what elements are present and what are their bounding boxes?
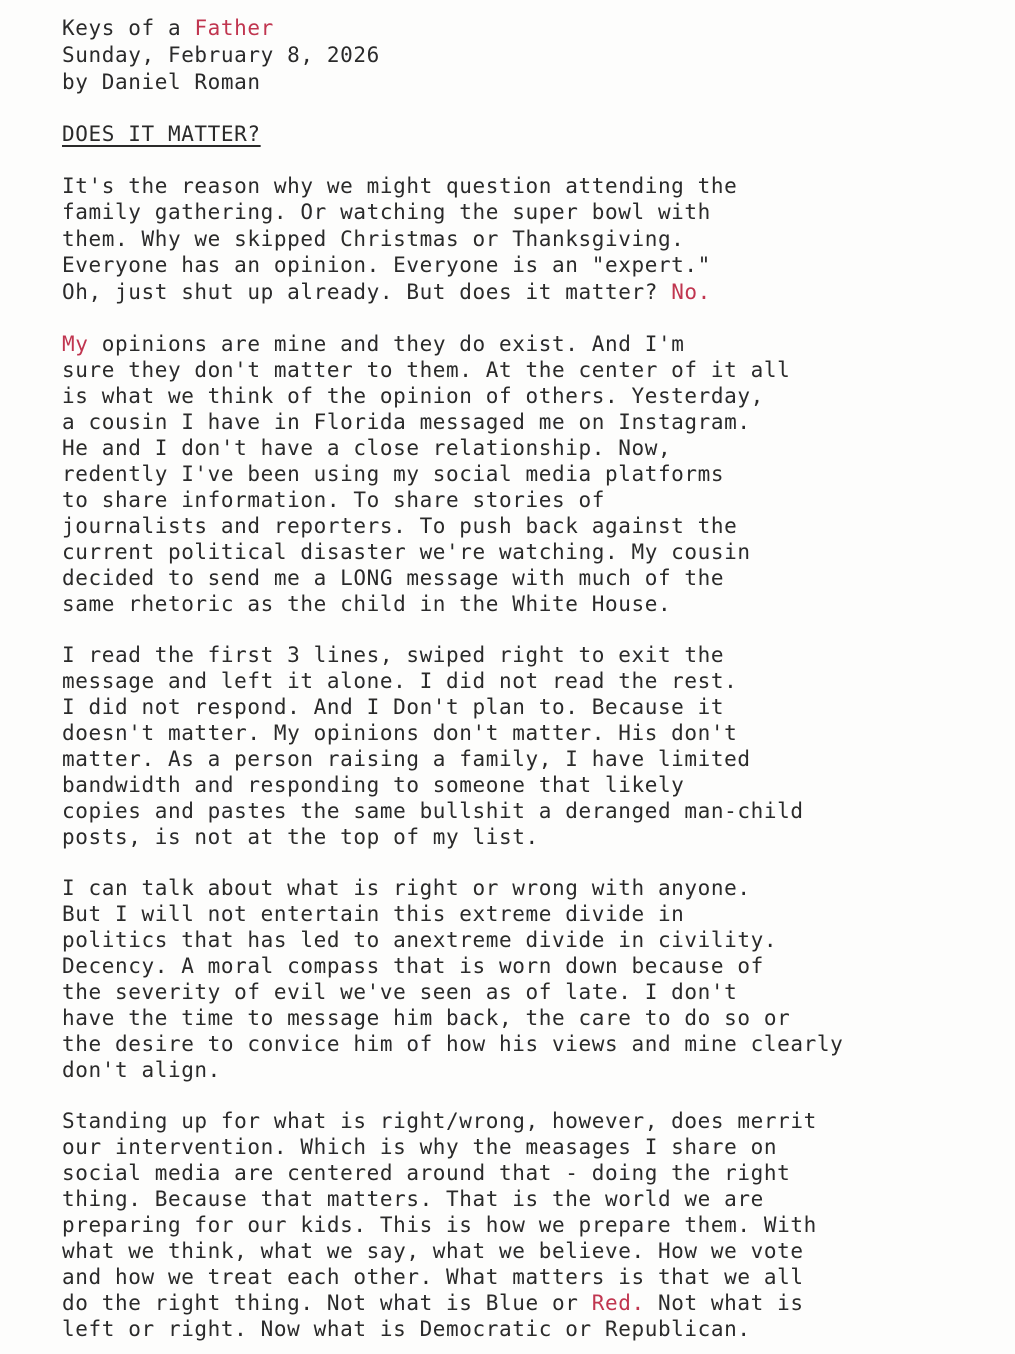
paragraph-2-line-9: current political disaster we're watching. My cousin bbox=[62, 540, 751, 564]
paragraph-4-line-2: But I will not entertain this extreme divide in bbox=[62, 902, 685, 926]
paragraph-5-line-8 bbox=[62, 1290, 804, 1316]
paragraph-3-line-2: message and left it alone. I did not read the rest. bbox=[62, 669, 738, 693]
paragraph-1-line-5-text: Oh, just shut up already. But does it matter? bbox=[62, 280, 672, 304]
paragraph-5-line-7: and how we treat each other. What matters is that we all bbox=[62, 1265, 804, 1289]
publish-date: Sunday, February 8, 2026 bbox=[62, 43, 380, 67]
column-name-accent: Father bbox=[194, 16, 274, 40]
paragraph-4-line-6: have the time to message him back, the care to do so or bbox=[62, 1006, 791, 1030]
paragraph-5-line-8-text: do the right thing. Not what is Blue or bbox=[62, 1291, 592, 1315]
column-name bbox=[62, 15, 274, 41]
paragraph-1-line-3: them. Why we skipped Christmas or Thanksgiving. bbox=[62, 227, 685, 251]
paragraph-2-line-2: sure they don't matter to them. At the center of it all bbox=[62, 358, 791, 382]
paragraph-4-line-3: politics that has led to anextreme divide in civility. bbox=[62, 928, 778, 952]
paragraph-4-line-4: Decency. A moral compass that is worn down because of bbox=[62, 954, 764, 978]
paragraph-3-line-8: posts, is not at the top of my list. bbox=[62, 825, 539, 849]
paragraph-2-first-word: My bbox=[62, 332, 89, 356]
paragraph-2-line-8: journalists and reporters. To push back against the bbox=[62, 514, 738, 538]
answer-no: No. bbox=[671, 280, 711, 304]
paragraph-1-line-4: Everyone has an opinion. Everyone is an "expert." bbox=[62, 253, 711, 277]
paragraph-5-line-4: thing. Because that matters. That is the world we are bbox=[62, 1187, 764, 1211]
paragraph-4-line-7: the desire to convice him of how his views and mine clearly bbox=[62, 1032, 844, 1056]
paragraph-3-line-6: bandwidth and responding to someone that likely bbox=[62, 773, 685, 797]
paragraph-4-line-8: don't align. bbox=[62, 1058, 221, 1082]
paragraph-4-line-5: the severity of evil we've seen as of late. I don't bbox=[62, 980, 738, 1004]
paragraph-3-line-5: matter. As a person raising a family, I have limited bbox=[62, 747, 751, 771]
paragraph-5-line-6: what we think, what we say, what we believe. How we vote bbox=[62, 1239, 804, 1263]
paragraph-5-line-2: our intervention. Which is why the measages I share on bbox=[62, 1135, 778, 1159]
paragraph-3-line-4: doesn't matter. My opinions don't matter. His don't bbox=[62, 721, 738, 745]
byline: by Daniel Roman bbox=[62, 70, 261, 94]
paragraph-1-line-2: family gathering. Or watching the super bowl with bbox=[62, 200, 711, 224]
paragraph-3-line-1: I read the first 3 lines, swiped right to exit the bbox=[62, 643, 725, 667]
paragraph-5-line-1: Standing up for what is right/wrong, however, does merrit bbox=[62, 1109, 817, 1133]
paragraph-2-line-1-text: opinions are mine and they do exist. And I'm bbox=[88, 332, 685, 356]
paragraph-5-line-5: preparing for our kids. This is how we prepare them. With bbox=[62, 1213, 817, 1237]
word-red: Red. bbox=[591, 1291, 645, 1315]
paragraph-3-line-7: copies and pastes the same bullshit a deranged man-child bbox=[62, 799, 804, 823]
paragraph-4-line-1: I can talk about what is right or wrong with anyone. bbox=[62, 876, 751, 900]
paragraph-2-line-7: to share information. To share stories of bbox=[62, 488, 605, 512]
paragraph-5-line-8-end: Not what is bbox=[644, 1291, 804, 1315]
paragraph-1-line-5 bbox=[62, 279, 711, 305]
paragraph-2-line-11: same rhetoric as the child in the White House. bbox=[62, 592, 672, 616]
paragraph-2-line-4: a cousin I have in Florida messaged me on Instagram. bbox=[62, 410, 751, 434]
paragraph-3-line-3: I did not respond. And I Don't plan to. Because it bbox=[62, 695, 725, 719]
paragraph-2-line-10: decided to send me a LONG message with much of the bbox=[62, 566, 725, 590]
paragraph-5-line-3: social media are centered around that - doing the right bbox=[62, 1161, 791, 1185]
paragraph-2-line-3: is what we think of the opinion of others. Yesterday, bbox=[62, 384, 764, 408]
paragraph-1-line-1: It's the reason why we might question attending the bbox=[62, 174, 738, 198]
paragraph-5-line-9: left or right. Now what is Democratic or Republican. bbox=[62, 1317, 751, 1341]
column-name-prefix: Keys of a bbox=[62, 16, 195, 40]
paragraph-2-line-5: He and I don't have a close relationship. Now, bbox=[62, 436, 672, 460]
article-title: DOES IT MATTER? bbox=[62, 122, 261, 146]
paragraph-2-line-1 bbox=[62, 331, 684, 357]
paragraph-2-line-6: redently I've been using my social media platforms bbox=[62, 462, 725, 486]
